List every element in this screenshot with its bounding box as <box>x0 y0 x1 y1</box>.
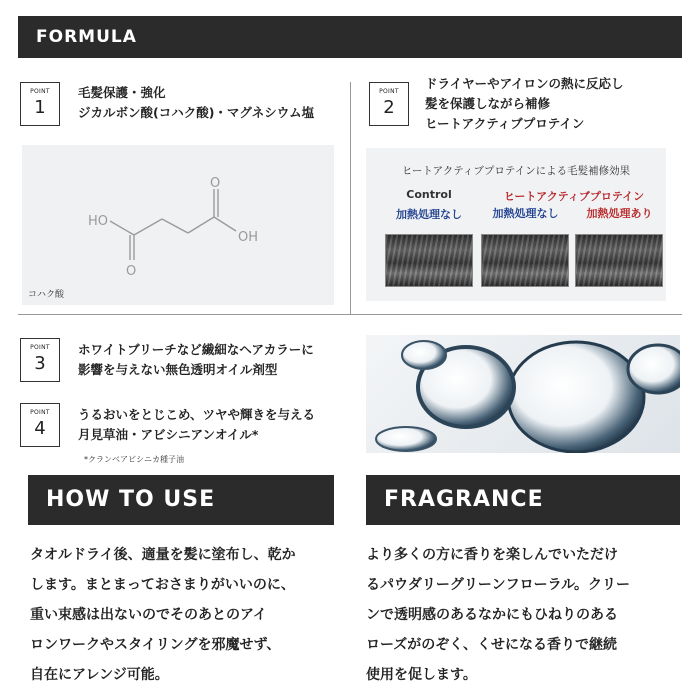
oil-droplets-image <box>366 335 680 453</box>
how-to-use-line-5: 自在にアレンジ可能。 <box>30 667 169 683</box>
point-1-number: 1 <box>34 97 46 118</box>
protein-heated-column <box>573 200 666 221</box>
protein-unheated-column <box>478 200 573 221</box>
oxygen-label-top: O <box>210 176 221 191</box>
how-to-use-line-2: します。まとまっておさまりがいいのに、 <box>30 577 295 593</box>
point-1-line-1: 毛髪保護・強化 <box>78 85 166 100</box>
point-2-line-3: ヒートアクティブプロテイン <box>425 116 585 131</box>
point-2-badge <box>369 82 409 126</box>
oh-label: OH <box>238 230 259 245</box>
protein-heated-label: 加熱処理あり <box>586 207 653 220</box>
point-4-label: POINT <box>30 409 50 416</box>
sem-image-protein-heated <box>575 234 663 287</box>
point-1-label: POINT <box>30 88 50 95</box>
point-1-line-2: ジカルボン酸(コハク酸)・マグネシウム塩 <box>78 105 315 120</box>
point-3-text <box>78 340 314 380</box>
control-column <box>384 188 474 222</box>
control-heading: Control <box>406 188 452 201</box>
divider-horizontal-right <box>350 314 682 315</box>
control-subheading: 加熱処理なし <box>396 208 462 221</box>
point-4-line-2: 月見草油・アビシニアンオイル* <box>78 427 259 442</box>
point-2-line-2: 髪を保護しながら補修 <box>425 96 551 111</box>
hair-repair-comparison <box>366 148 666 301</box>
point-4-text <box>78 405 315 445</box>
point-2-label: POINT <box>379 88 399 95</box>
fragrance-line-3: ンで透明感のあるなかにもひねりのある <box>366 607 618 623</box>
how-to-use-line-1: タオルドライ後、適量を髪に塗布し、乾か <box>30 547 296 563</box>
point-1-badge <box>20 82 60 126</box>
fragrance-line-4: ローズがのぞく、くせになる香りで継続 <box>366 637 618 653</box>
point-3-badge <box>20 338 60 382</box>
divider-vertical-top <box>350 82 351 315</box>
point-4-line-1: うるおいをとじこめ、ツヤや輝きを与える <box>78 407 316 422</box>
fragrance-line-5: 使用を促します。 <box>366 667 477 683</box>
fragrance-line-1: より多くの方に香りを楽しんでいただけ <box>366 547 618 563</box>
how-to-use-title: HOW TO USE <box>46 487 216 512</box>
formula-header <box>18 16 682 58</box>
point-2-number: 2 <box>383 97 395 118</box>
oxygen-label-bottom: O <box>126 264 137 279</box>
sem-image-control <box>385 234 473 287</box>
point-3-label: POINT <box>30 344 50 351</box>
point-2-line-1: ドライヤーやアイロンの熱に反応し <box>425 76 624 91</box>
point-3-line-2: 影響を与えない無色透明オイル剤型 <box>78 362 278 377</box>
point-2-text <box>425 74 624 134</box>
point-3-line-1: ホワイトブリーチなど繊細なヘアカラーに <box>78 342 314 357</box>
divider-horizontal-left <box>18 314 350 315</box>
chem-caption: コハク酸 <box>28 290 65 300</box>
how-to-use-text <box>30 540 296 690</box>
how-to-use-line-4: ロンワークやスタイリングを邪魔せず、 <box>30 637 281 653</box>
ingredient-footnote: *クランベアビシニカ種子油 <box>84 455 184 464</box>
comparison-title: ヒートアクティブプロテインによる毛髪補修効果 <box>401 165 631 177</box>
protein-unheated-label: 加熱処理なし <box>492 207 559 220</box>
point-3-number: 3 <box>34 353 46 374</box>
fragrance-header <box>366 475 680 525</box>
sem-image-protein-unheated <box>481 234 569 287</box>
protein-heading: ヒートアクティブプロテイン <box>503 190 645 203</box>
point-4-number: 4 <box>34 418 46 439</box>
formula-title: FORMULA <box>36 27 137 47</box>
fragrance-text <box>366 540 630 690</box>
fragrance-line-2: るパウダリーグリーンフローラル。クリー <box>366 577 631 593</box>
point-1-text <box>78 83 314 123</box>
succinic-acid-structure <box>22 145 334 305</box>
how-to-use-line-3: 重い束感は出ないのでそのあとのアイ <box>30 607 267 623</box>
how-to-use-header <box>28 475 334 525</box>
point-4-badge <box>20 403 60 447</box>
droplets-illustration <box>366 335 680 453</box>
ho-label: HO <box>88 214 109 229</box>
molecule-diagram <box>22 145 334 305</box>
fragrance-title: FRAGRANCE <box>384 487 544 512</box>
